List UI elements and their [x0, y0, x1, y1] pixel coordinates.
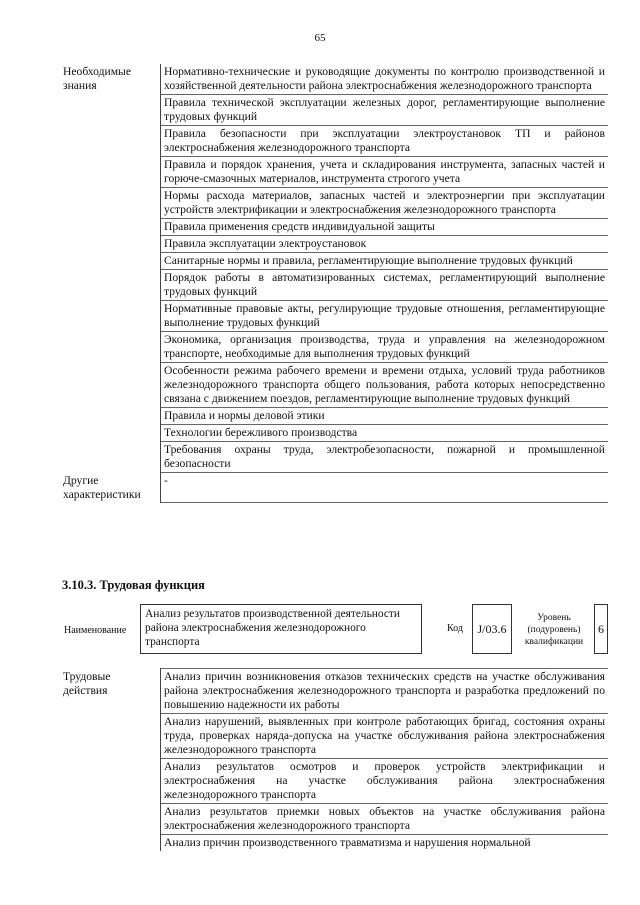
action-item: Анализ причин возникновения отказов технических средств на участке обслуживания района электроснабжения железнодорожного транспорта и разработка предложений по повышению надежности их работы: [161, 669, 609, 714]
knowledge-item: Правила безопасности при эксплуатации электроустановок ТП и районов электроснабжения железнодорожного транспорта: [161, 126, 609, 157]
knowledge-item: Правила и нормы деловой этики: [161, 408, 609, 425]
table-row: [62, 473, 608, 503]
other-label: Другие характеристики: [62, 473, 161, 503]
knowledge-item: Правила технической эксплуатации железных дорог, регламентирующие выполнение трудовых функций: [161, 95, 609, 126]
page-number: 65: [314, 32, 326, 44]
function-header: [62, 604, 608, 656]
function-name: Анализ результатов производственной деятельности района электроснабжения железнодорожного транспорта: [140, 604, 422, 654]
knowledge-item: Правила применения средств индивидуальной защиты: [161, 219, 609, 236]
knowledge-item: Правила и порядок хранения, учета и складирования инструмента, запасных частей и горюче-смазочных материалов, инструмента строгого учета: [161, 157, 609, 188]
action-item: Анализ результатов приемки новых объектов на участке обслуживания района электроснабжения железнодорожного транспорта: [161, 804, 609, 835]
knowledge-item: Порядок работы в автоматизированных системах, регламентирующий выполнение трудовых функций: [161, 270, 609, 301]
knowledge-item: Технологии бережливого производства: [161, 425, 609, 442]
actions-label: Трудовые действия: [62, 669, 161, 852]
knowledge-item: Нормы расхода материалов, запасных частей и электроэнергии при эксплуатации устройств электрификации и электроснабжения железнодорожного транспорта: [161, 188, 609, 219]
knowledge-item: Правила эксплуатации электроустановок: [161, 236, 609, 253]
table-row: [62, 669, 608, 714]
level-value: 6: [594, 604, 608, 654]
function-heading: 3.10.3. Трудовая функция: [62, 578, 205, 592]
knowledge-label: Необходимые знания: [62, 64, 161, 473]
name-label: Наименование: [64, 625, 127, 636]
level-label: Уровень (подуровень) квалификации: [524, 613, 584, 647]
action-item: Анализ нарушений, выявленных при контроле работающих бригад, состояния охраны труда, проверках наряда-допуска на участке обслуживания района электроснабжения железнодорожного транспорта: [161, 714, 609, 759]
knowledge-item: Особенности режима рабочего времени и времени отдыха, условий труда работников железнодорожного транспорта общего пользования, работа которых непосредственно связана с движением поездов, регламентирующие выполнение трудовых функций: [161, 363, 609, 408]
knowledge-item: Нормативно-технические и руководящие документы по контролю производственной и хозяйственной деятельности района электроснабжения железнодорожного транспорта: [161, 64, 609, 95]
actions-table: [62, 668, 608, 851]
action-item: Анализ результатов осмотров и проверок устройств электрификации и электроснабжения на участке обслуживания района электроснабжения железнодорожного транспорта: [161, 759, 609, 804]
knowledge-table: [62, 64, 608, 503]
knowledge-item: Экономика, организация производства, труда и управления на железнодорожном транспорте, необходимые для выполнения трудовых функций: [161, 332, 609, 363]
other-value: -: [161, 473, 609, 503]
action-item: Анализ причин производственного травматизма и нарушения нормальной: [164, 836, 531, 849]
table-row: [62, 64, 608, 95]
knowledge-item: Нормативные правовые акты, регулирующие трудовые отношения, регламентирующие выполнение трудовых функций: [161, 301, 609, 332]
code-value: J/03.6: [472, 604, 512, 654]
code-label: Код: [447, 623, 463, 634]
knowledge-item: Требования охраны труда, электробезопасности, пожарной и промышленной безопасности: [161, 442, 609, 473]
knowledge-item: Санитарные нормы и правила, регламентирующие выполнение трудовых функций: [161, 253, 609, 270]
